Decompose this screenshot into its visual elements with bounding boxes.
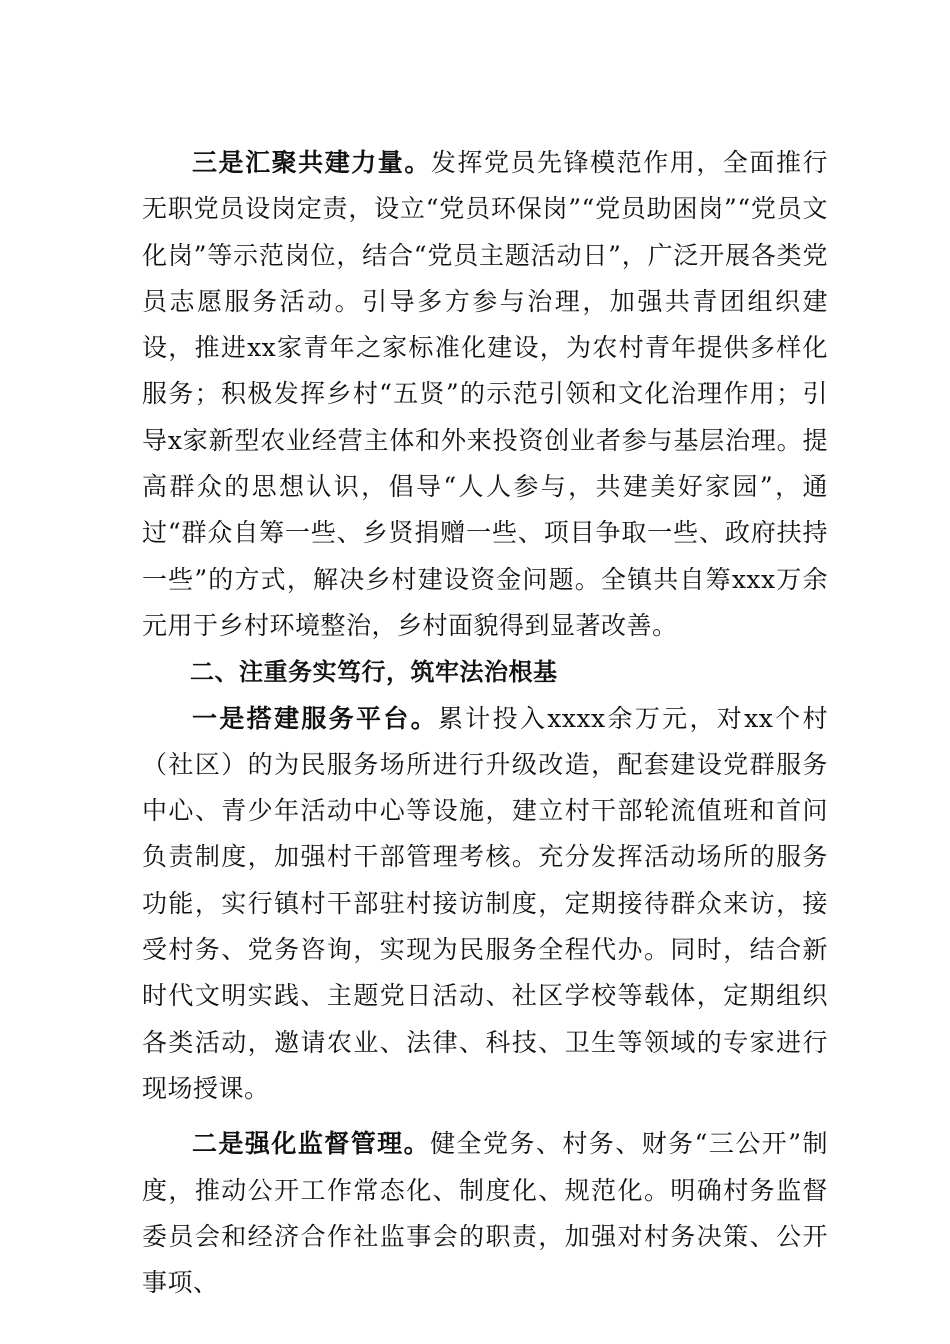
- paragraph-service-platform: [142, 696, 828, 1113]
- paragraph-lead: 三是汇聚共建力量。: [192, 148, 431, 177]
- paragraph-text: 健全党务、村务、财务“三公开”制度，推动公开工作常态化、制度化、规范化。明确村务监督委员会和经济合作社监事会的职责，加强对村务决策、公开事项、: [142, 1129, 828, 1298]
- paragraph-supervision: [142, 1121, 828, 1306]
- paragraph-gap: [142, 1112, 828, 1121]
- section-heading: 二、注重务实笃行，筑牢法治根基: [190, 658, 558, 687]
- paragraph-text: 累计投入xxxx余万元，对xx个村（社区）的为民服务场所进行升级改造，配套建设党群服务中心、青少年活动中心等设施，建立村干部轮流值班和首问负责制度，加强村干部管理考核。充分发挥活动场所的服务功能，实行镇村干部驻村接访制度，定期接待群众来访，接受村务、党务咨询，实现为民服务全程代办。同时，结合新时代文明实践、主题党日活动、社区学校等载体，定期组织各类活动，邀请农业、法律、科技、卫生等领域的专家进行现场授课。: [142, 703, 828, 1103]
- paragraph-text: 发挥党员先锋模范作用，全面推行无职党员设岗定责，设立“党员环保岗”“党员助困岗”“党员文化岗”等示范岗位，结合“党员主题活动日”，广泛开展各类党员志愿服务活动。引导多方参与治理，加强共青团组织建设，推进xx家青年之家标准化建设，为农村青年提供多样化服务；积极发挥乡村“五贤”的示范引领和文化治理作用；引导x家新型农业经营主体和外来投资创业者参与基层治理。提高群众的思想认识，倡导“人人参与，共建美好家园”，通过“群众自筹一些、乡贤捐赠一些、项目争取一些、政府扶持一些”的方式，解决乡村建设资金问题。全镇共自筹xxx万余元用于乡村环境整治，乡村面貌得到显著改善。: [142, 148, 828, 640]
- paragraph-lead: 二是强化监督管理。: [192, 1129, 431, 1159]
- document-body: [142, 140, 828, 1306]
- paragraph-lead: 一是搭建服务平台。: [192, 703, 438, 733]
- paragraph-joint-construction: [142, 140, 828, 649]
